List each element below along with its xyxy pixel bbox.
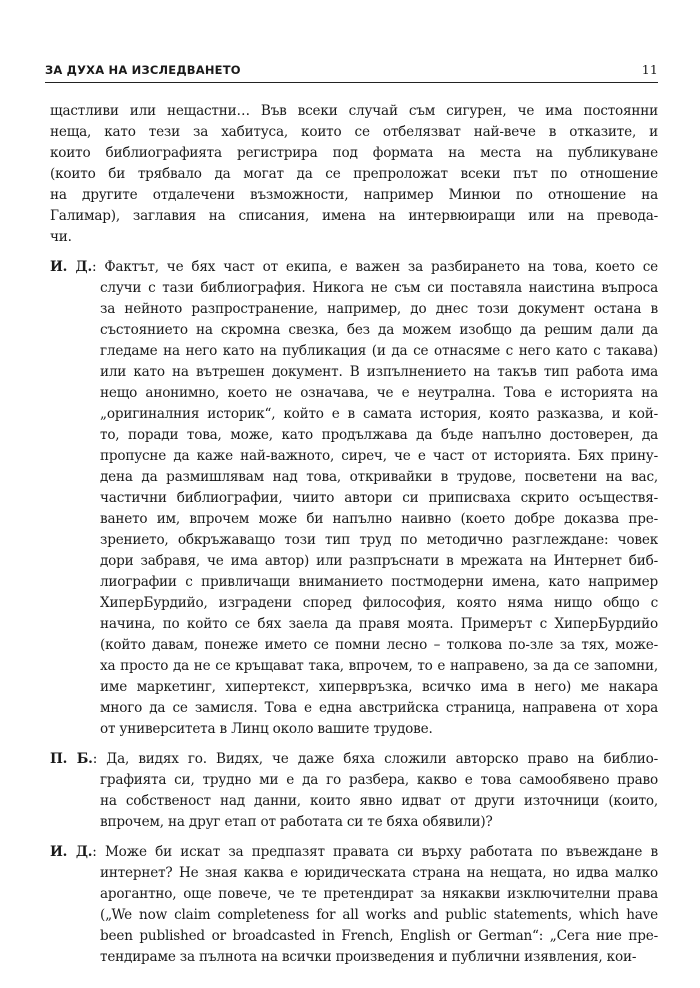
line-text: пропусне да каже най-важното, сиреч, че е част от историята. Бях прину- xyxy=(100,448,658,464)
text-line xyxy=(50,383,658,404)
line-text: щастливи или нещастни… Във всеки случай съм сигурен, че има постоянни xyxy=(50,103,658,119)
line-text: от университета в Линц около вашите трудове. xyxy=(100,721,433,737)
text-line xyxy=(50,635,658,656)
speaker-label: П. Б. xyxy=(50,751,93,767)
line-text: ХиперБурдийо, изградени според философия, която няма нищо общо с xyxy=(100,595,658,611)
line-text: Галимар), заглавия на списания, имена на интервюиращи или на преводa- xyxy=(50,208,658,224)
text-line xyxy=(50,509,658,530)
paragraph xyxy=(50,749,658,833)
text-line xyxy=(50,425,658,446)
text-line xyxy=(50,812,658,833)
text-line xyxy=(50,530,658,551)
text-line xyxy=(50,320,658,341)
text-line xyxy=(50,719,658,740)
text-line xyxy=(50,185,658,206)
line-text: много да се замисля. Това е една австрийска страница, направена от хора xyxy=(100,700,658,716)
line-text: (който давам, понеже името се помни лесно – толкова по-зле за тях, може- xyxy=(100,637,658,653)
text-line xyxy=(50,206,658,227)
text-line xyxy=(50,656,658,677)
line-text: за нейното разпространение, например, до днес този документ остана в xyxy=(100,301,658,317)
text-line xyxy=(50,749,658,770)
text-line xyxy=(50,770,658,791)
line-text: то, поради това, може, като продължава да бъде напълно достоверен, да xyxy=(100,427,658,443)
line-text: неща, като тези за хабитуса, които се отбелязват най-вече в отказите, и xyxy=(50,124,658,140)
line-text: на собственост над данни, които явно идват от други източници (които, xyxy=(100,793,658,809)
text-line xyxy=(50,299,658,320)
line-text: име маркетинг, хипертекст, хипервръзка, всичко има в него) ме накара xyxy=(100,679,658,695)
line-text: (които би трябвало да могат да се препроложат всеки път по отношение xyxy=(50,166,658,182)
line-text: нещо анонимно, което не означава, че е неутрална. Това е историята на xyxy=(100,385,658,401)
line-text: „оригиналния историк“, който е в самата история, която разказва, и кой- xyxy=(100,406,658,422)
body-text xyxy=(50,101,658,968)
line-text: състоянието на скромна свезка, без да можем изобщо да решим дали да xyxy=(100,322,658,338)
paragraph-gap xyxy=(50,248,658,257)
text-line xyxy=(50,164,658,185)
line-text: чи. xyxy=(50,229,72,245)
paragraph xyxy=(50,842,658,968)
text-line xyxy=(50,257,658,278)
line-text: : Фактът, че бях част от екипа, е важен за разбирането на това, което се xyxy=(91,259,658,275)
line-text: частични библиографии, чиито автори си приписваха скрито осъществя- xyxy=(100,490,658,506)
text-line xyxy=(50,341,658,362)
line-text: ването им, впрочем може би напълно наивно (което добре доказва пре- xyxy=(100,511,658,527)
page-number: 11 xyxy=(641,62,658,77)
text-line xyxy=(50,884,658,905)
running-title: ЗА ДУХА НА ИЗСЛЕДВАНЕТО xyxy=(45,63,241,77)
line-text: случи с тази библиография. Никога не съм си поставяла наистина въпроса xyxy=(100,280,658,296)
text-line xyxy=(50,863,658,884)
text-line xyxy=(50,551,658,572)
text-line xyxy=(50,404,658,425)
line-text: на другите отдалечени възможности, например Минюи по отношение на xyxy=(50,187,658,203)
text-line xyxy=(50,572,658,593)
line-text: гледаме на него като на публикация (и да се отнасяме с него като с такава) xyxy=(100,343,658,359)
line-text: начина, по който се бях заела да правя моята. Примерът с ХиперБурдийо xyxy=(100,616,658,632)
line-text: които библиографията регистрира под формата на места на публикуване xyxy=(50,145,658,161)
line-text: дена да размишлявам над това, откривайки в трудове, посветени на вас, xyxy=(100,469,658,485)
text-line xyxy=(50,593,658,614)
text-line xyxy=(50,905,658,926)
header-rule xyxy=(45,82,658,83)
text-line xyxy=(50,926,658,947)
paragraph-gap xyxy=(50,833,658,842)
line-text: тендираме за пълнота на всички произведения и публични изявления, кои- xyxy=(100,949,637,965)
line-text: или като на вътрешен документ. В изпълнението на такъв тип работа има xyxy=(100,364,658,380)
text-line xyxy=(50,362,658,383)
line-text: („We now claim completeness for all works and public statements, which have xyxy=(100,907,658,923)
text-line xyxy=(50,698,658,719)
running-header xyxy=(45,62,658,77)
line-text: интернет? Не зная каква е юридическата страна на нещата, но идва малко xyxy=(100,865,658,881)
speaker-label: И. Д. xyxy=(50,844,93,860)
line-text: лиографии с привличащи вниманието постмодерни имена, като например xyxy=(100,574,658,590)
line-text: арогантно, още повече, че те претендират за някакви изключителни права xyxy=(100,886,658,902)
text-line xyxy=(50,122,658,143)
paragraph xyxy=(50,101,658,248)
text-line xyxy=(50,842,658,863)
line-text: дори забравя, че има автор) или разпръснати в мрежата на Интернет биб- xyxy=(100,553,658,569)
line-text: : Да, видях го. Видях, че даже бяха сложили авторско право на библио- xyxy=(92,751,658,767)
line-text: графията си, трудно ми е да го разбера, какво е това самообявено право xyxy=(100,772,658,788)
text-line xyxy=(50,227,658,248)
text-line xyxy=(50,791,658,812)
text-line xyxy=(50,467,658,488)
text-line xyxy=(50,446,658,467)
line-text: : Може би искат за предпазят правата си върху работата по въвеждане в xyxy=(92,844,658,860)
paragraph xyxy=(50,257,658,740)
text-line xyxy=(50,947,658,968)
line-text: been published or broadcasted in French, English or German“: „Сега ние пре- xyxy=(100,928,658,944)
text-line xyxy=(50,278,658,299)
text-line xyxy=(50,101,658,122)
text-line xyxy=(50,614,658,635)
line-text: зрението, обкръжаващо този тип труд по методично разглеждане: човек xyxy=(100,532,658,548)
text-line xyxy=(50,677,658,698)
text-line xyxy=(50,488,658,509)
text-line xyxy=(50,143,658,164)
line-text: впрочем, на друг етап от работата си те бяха обявили)? xyxy=(100,814,493,830)
line-text: ха просто да не се кръщават така, впрочем, то е направено, за да се запомни, xyxy=(100,658,658,674)
paragraph-gap xyxy=(50,740,658,749)
speaker-label: И. Д. xyxy=(50,259,92,275)
